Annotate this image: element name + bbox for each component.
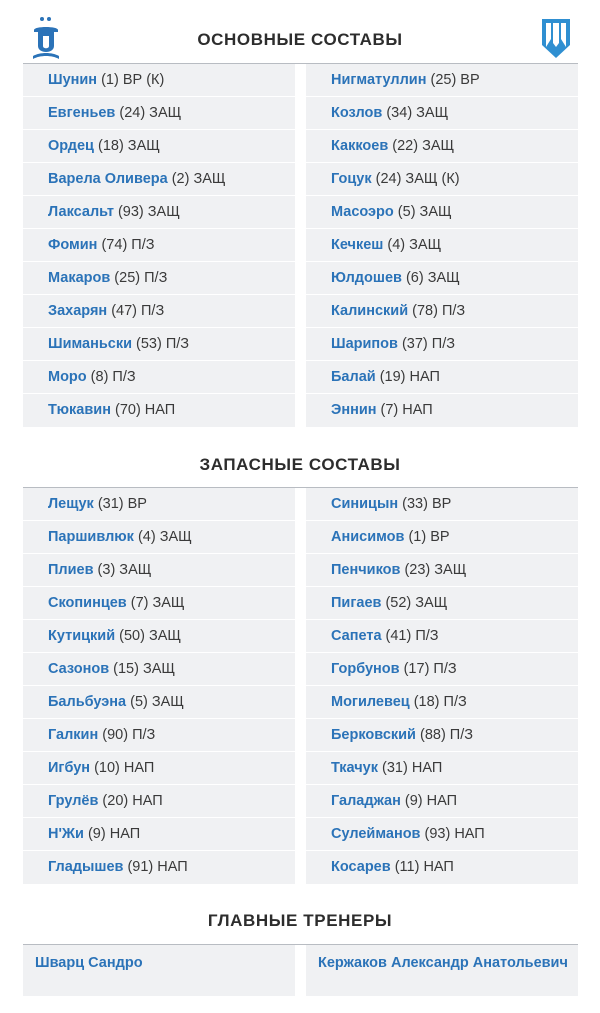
- player-number-position: (24) ЗАЩ: [115, 105, 182, 121]
- player-row: [306, 653, 578, 686]
- player-number-position: (25) П/З: [110, 270, 168, 286]
- player-row: [306, 328, 578, 361]
- player-number-position: (7) ЗАЩ: [126, 595, 185, 611]
- player-name-link[interactable]: Грулёв: [48, 793, 99, 809]
- player-row: [306, 521, 578, 554]
- player-name-link[interactable]: Кечкеш: [331, 237, 384, 253]
- player-name-link[interactable]: Нигматуллин: [331, 72, 427, 88]
- player-row: [23, 554, 295, 587]
- player-number-position: (25) ВР: [426, 72, 480, 88]
- player-name-link[interactable]: Сапета: [331, 628, 382, 644]
- player-number-position: (93) ЗАЩ: [113, 204, 180, 220]
- player-name-link[interactable]: Балай: [331, 369, 376, 385]
- coach-away-name[interactable]: Кержаков Александр Анатольевич: [318, 955, 568, 971]
- coaches-title: [0, 911, 600, 931]
- player-number-position: (74) П/З: [97, 237, 155, 253]
- player-name-link[interactable]: Варела Оливера: [48, 171, 168, 187]
- player-number-position: (78) П/З: [408, 303, 466, 319]
- player-number-position: (15) ЗАЩ: [109, 661, 175, 677]
- player-number-position: (6) ЗАЩ: [401, 270, 460, 286]
- player-number-position: (53) П/З: [132, 336, 190, 352]
- player-name-link[interactable]: Синицын: [331, 496, 399, 512]
- player-name-link[interactable]: Бальбуэна: [48, 694, 127, 710]
- player-row: [23, 488, 295, 521]
- player-number-position: (1) ВР: [404, 529, 450, 545]
- starters-away-list: [306, 64, 578, 427]
- player-row: [306, 361, 578, 394]
- player-number-position: (18) П/З: [409, 694, 467, 710]
- player-name-link[interactable]: Юлдошев: [331, 270, 402, 286]
- player-name-link[interactable]: Плиев: [48, 562, 94, 578]
- player-number-position: (5) ЗАЩ: [126, 694, 184, 710]
- player-name-link[interactable]: Моро: [48, 369, 87, 385]
- player-number-position: (20) НАП: [98, 793, 163, 809]
- coaches-title-text: ГЛАВНЫЕ ТРЕНЕРЫ: [207, 911, 393, 930]
- player-number-position: (7) НАП: [376, 402, 433, 418]
- player-number-position: (18) ЗАЩ: [93, 138, 160, 154]
- player-number-position: (70) НАП: [110, 402, 176, 418]
- player-number-position: (88) П/З: [415, 727, 474, 743]
- player-name-link[interactable]: Шунин: [48, 72, 98, 88]
- player-name-link[interactable]: Шарипов: [331, 336, 398, 352]
- player-row: [23, 196, 295, 229]
- player-number-position: (41) П/З: [381, 628, 439, 644]
- player-name-link[interactable]: Горбунов: [331, 661, 400, 677]
- player-name-link[interactable]: Пигаев: [331, 595, 382, 611]
- player-number-position: (9) НАП: [83, 826, 141, 842]
- player-name-link[interactable]: Берковский: [331, 727, 416, 743]
- player-number-position: (93) НАП: [420, 826, 485, 842]
- player-row: [306, 394, 578, 427]
- player-name-link[interactable]: Лаксальт: [48, 204, 114, 220]
- player-row: [306, 752, 578, 785]
- player-number-position: (3) ЗАЩ: [93, 562, 152, 578]
- player-row: [306, 130, 578, 163]
- player-row: [23, 229, 295, 262]
- coach-away[interactable]: [306, 945, 578, 996]
- player-name-link[interactable]: Могилевец: [331, 694, 410, 710]
- player-name-link[interactable]: Гладышев: [48, 859, 124, 875]
- player-number-position: (31) НАП: [378, 760, 443, 776]
- player-number-position: (10) НАП: [90, 760, 155, 776]
- player-row: [23, 686, 295, 719]
- starters-home-list: [23, 64, 295, 427]
- player-row: [306, 620, 578, 653]
- player-number-position: (33) ВР: [398, 496, 452, 512]
- player-row: [23, 262, 295, 295]
- player-row: [306, 554, 578, 587]
- player-name-link[interactable]: Паршивлюк: [48, 529, 134, 545]
- player-name-link[interactable]: Игбун: [48, 760, 91, 776]
- player-name-link[interactable]: Кутицкий: [48, 628, 116, 644]
- player-name-link[interactable]: Скопинцев: [48, 595, 127, 611]
- player-name-link[interactable]: Каккоев: [331, 138, 389, 154]
- player-row: [23, 851, 295, 884]
- player-number-position: (19) НАП: [375, 369, 440, 385]
- player-name-link[interactable]: Тюкавин: [48, 402, 111, 418]
- player-name-link[interactable]: Пенчиков: [331, 562, 401, 578]
- coach-home[interactable]: [23, 945, 295, 996]
- player-row: [23, 361, 295, 394]
- player-row: [306, 262, 578, 295]
- player-number-position: (91) НАП: [123, 859, 188, 875]
- player-number-position: (4) ЗАЩ: [383, 237, 442, 253]
- player-name-link[interactable]: Евгеньев: [48, 105, 116, 121]
- player-row: [23, 97, 295, 130]
- player-row: [306, 719, 578, 752]
- player-row: [306, 64, 578, 97]
- player-number-position: (1) ВР (К): [97, 72, 165, 88]
- player-number-position: (31) ВР: [93, 496, 147, 512]
- starters-title: ОСНОВНЫЕ СОСТАВЫ: [197, 30, 403, 49]
- player-row: [306, 163, 578, 196]
- player-row: [306, 229, 578, 262]
- player-number-position: (47) П/З: [107, 303, 165, 319]
- player-row: [23, 587, 295, 620]
- player-name-link[interactable]: Фомин: [48, 237, 98, 253]
- player-row: [23, 394, 295, 427]
- player-number-position: (17) П/З: [399, 661, 457, 677]
- player-name-link[interactable]: Эннин: [331, 402, 377, 418]
- player-row: [23, 521, 295, 554]
- player-number-position: (5) ЗАЩ: [393, 204, 452, 220]
- player-row: [23, 163, 295, 196]
- player-number-position: (34) ЗАЩ: [382, 105, 449, 121]
- player-number-position: (8) П/З: [86, 369, 136, 385]
- player-name-link[interactable]: Анисимов: [331, 529, 405, 545]
- player-number-position: (2) ЗАЩ: [167, 171, 226, 187]
- player-name-link[interactable]: Косарев: [331, 859, 391, 875]
- player-row: [23, 818, 295, 851]
- player-row: [23, 64, 295, 97]
- player-row: [23, 328, 295, 361]
- player-row: [23, 785, 295, 818]
- player-row: [23, 295, 295, 328]
- player-name-link[interactable]: Сулейманов: [331, 826, 421, 842]
- coach-home-name[interactable]: Шварц Сандро: [35, 955, 143, 971]
- player-name-link[interactable]: Сазонов: [48, 661, 110, 677]
- player-number-position: (22) ЗАЩ: [388, 138, 455, 154]
- player-row: [23, 719, 295, 752]
- player-row: [306, 488, 578, 521]
- player-row: [306, 295, 578, 328]
- player-name-link[interactable]: Галаджан: [331, 793, 401, 809]
- substitutes-title: ЗАПАСНЫЕ СОСТАВЫ: [199, 455, 401, 474]
- player-number-position: (11) НАП: [390, 859, 454, 875]
- player-row: [23, 620, 295, 653]
- player-number-position: (9) НАП: [400, 793, 458, 809]
- player-number-position: (23) ЗАЩ: [400, 562, 467, 578]
- player-name-link[interactable]: Н'Жи: [48, 826, 84, 842]
- player-name-link[interactable]: Масоэро: [331, 204, 394, 220]
- player-name-link[interactable]: Захарян: [48, 303, 108, 319]
- player-number-position: (4) ЗАЩ: [133, 529, 192, 545]
- player-name-link[interactable]: Лещук: [48, 496, 94, 512]
- player-name-link[interactable]: Калинский: [331, 303, 409, 319]
- player-number-position: (90) П/З: [98, 727, 156, 743]
- player-row: [306, 196, 578, 229]
- player-name-link[interactable]: Козлов: [331, 105, 383, 121]
- player-number-position: (37) П/З: [397, 336, 455, 352]
- player-row: [306, 785, 578, 818]
- player-name-link[interactable]: Галкин: [48, 727, 99, 743]
- player-row: [306, 587, 578, 620]
- player-name-link[interactable]: Ткачук: [331, 760, 379, 776]
- player-row: [23, 130, 295, 163]
- player-name-link[interactable]: Шиманьски: [48, 336, 132, 352]
- player-name-link[interactable]: Макаров: [48, 270, 111, 286]
- substitutes-home-list: [23, 488, 295, 884]
- substitutes-away-list: [306, 488, 578, 884]
- player-row: [23, 653, 295, 686]
- player-number-position: (50) ЗАЩ: [115, 628, 181, 644]
- player-row: [23, 752, 295, 785]
- player-row: [306, 851, 578, 884]
- player-name-link[interactable]: Ордец: [48, 138, 94, 154]
- player-row: [306, 97, 578, 130]
- player-row: [306, 686, 578, 719]
- player-number-position: (52) ЗАЩ: [381, 595, 448, 611]
- player-name-link[interactable]: Гоцук: [331, 171, 372, 187]
- player-row: [306, 818, 578, 851]
- player-number-position: (24) ЗАЩ (К): [371, 171, 460, 187]
